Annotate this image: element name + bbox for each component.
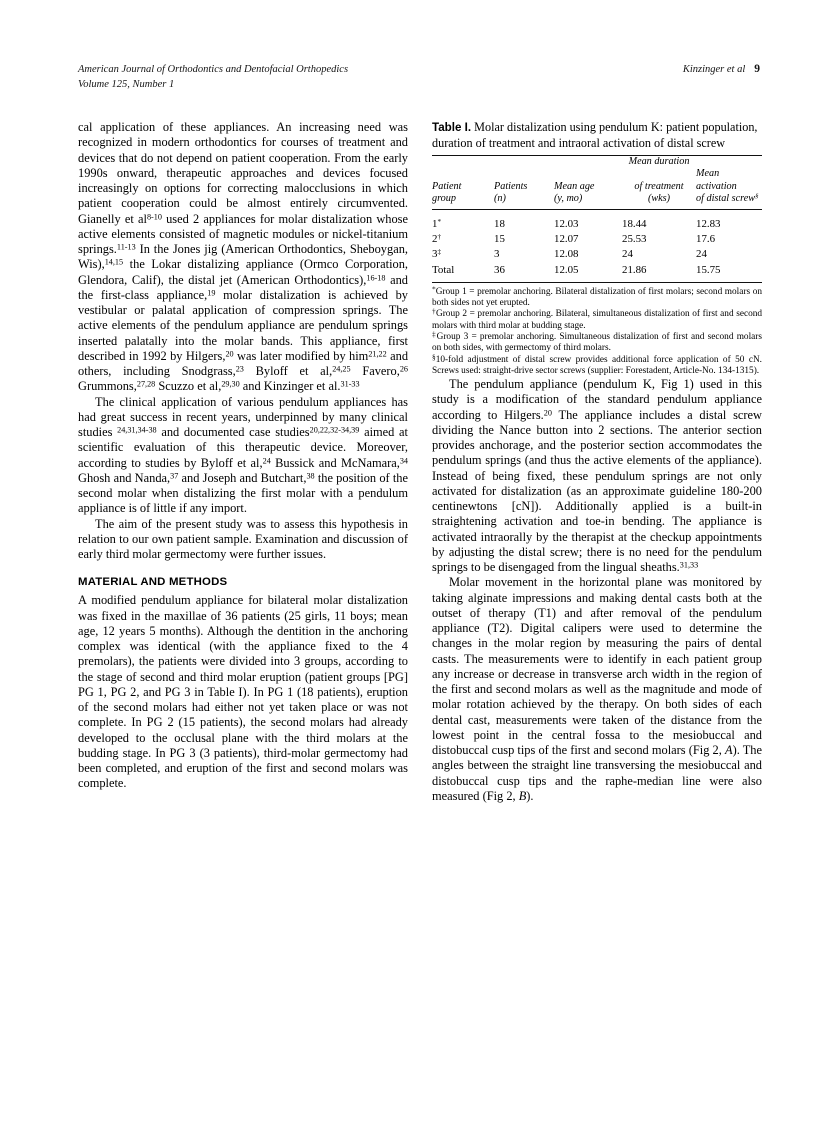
- citation-ref: 16-18: [366, 273, 386, 283]
- cell-patients-n: 36: [494, 263, 505, 276]
- table-bottom-rule: [432, 282, 762, 283]
- table-row: [432, 232, 762, 247]
- right-column: [432, 120, 762, 804]
- footnote-marker: ‡: [432, 329, 437, 339]
- section-heading-material-and-methods: MATERIAL AND METHODS: [78, 576, 228, 589]
- citation-ref: 19: [207, 288, 216, 298]
- table-1-grid: [432, 156, 762, 278]
- citation-ref: 8-10: [146, 212, 162, 222]
- col-header-patients-n: Patients (n): [494, 180, 528, 204]
- table-caption-text: Molar distalization using pendulum K: patient population, duration of treatment and intraoral activation of distal screw: [432, 120, 758, 150]
- cell-mean-age: 12.03: [554, 218, 579, 230]
- cell-mean-duration: 21.86: [622, 263, 647, 276]
- left-column: [78, 120, 408, 792]
- footnote-item: *Group 1 = premolar anchoring. Bilateral distalization of first molars; second molars on both sides not yet erupted.: [432, 284, 762, 309]
- citation-ref: 31,33: [679, 560, 699, 570]
- cell-patients-n: 18: [494, 218, 505, 230]
- table-group-header-row: [432, 156, 762, 168]
- footnote-item: †Group 2 = premolar anchoring. Bilateral, simultaneous distalization of first and second molars with third molar at budding stage.: [432, 307, 763, 331]
- cell-patient-group: 1*: [432, 217, 442, 230]
- cell-mean-age: 12.07: [554, 233, 579, 246]
- cell-mean-activation: 12.83: [696, 218, 721, 230]
- citation-ref: 14,15: [104, 257, 124, 267]
- col-header-mean-age: Mean age (y, mo): [554, 180, 595, 204]
- paragraph-patient-sample: A modified pendulum appliance for bilateral molar distalization was fixed in the maxillae of 36 patients (25 girls, 11 boys; mean age, 12 years 5 months). Although the dentition in the anchoring complex was identical (with the appliance fixed to the 4 premolars), the patients were divided into 3 groups, according to the stage of second and third molar eruption (patient groups [PG] PG 1, PG 2, and PG 3 in Table I). In PG 1 (18 patients), eruption of the second molars had either not yet taken place or was not complete. In PG 2 (15 patients), the second molars had already developed to the occlusal plane with the third molars at the budding stage. In PG 3 (3 patients), third-molar germectomy had been completed, and eruption of the first and second molars was complete.: [78, 593, 408, 791]
- citation-ref: 21,22: [368, 349, 387, 359]
- footnote-item: §10-fold adjustment of distal screw provides additional force application of 50 cN. Screws used: straight-drive sector screws (supplier: Forestadent, Article-No. 134-1315).: [432, 352, 762, 376]
- table-column-header-row: [432, 168, 762, 209]
- volume-issue: Volume 125, Number 1: [78, 78, 175, 90]
- citation-ref: 20: [543, 408, 552, 418]
- spacer-cell: [432, 156, 494, 168]
- column-group-mean-duration: Mean duration: [628, 156, 690, 168]
- spacer-cell: [494, 156, 554, 168]
- footnote-marker: †: [437, 233, 442, 242]
- footnote-marker: §: [432, 352, 436, 362]
- cell-mean-duration: 25.53: [622, 233, 647, 246]
- paragraph-molar-movement: Molar movement in the horizontal plane was monitored by taking alginate impressions and making dental casts both at the outset of therapy (T1) and after removal of the pendulum appliance (T2). Digital calipers were used to determine the changes in the molar region by measuring the pairs of dental casts. The measurements were to identify in each patient group any increase or decrease in transverse arch width in the region of the first and second molars as well as the magnitude and mode of molar rotation achieved by the therapy. On both sides of each dental cast, measurements were taken of the distance from the lowest point in the central fossa to the mesiobuccal and distobuccal cusp tips of the first and second molars (Fig 2, A). The angles between the straight line transversing the mesiobuccal and distobuccal cusp tips and the raphe-median line were also measured (Fig 2, B).: [432, 575, 762, 803]
- spacer-cell: [696, 156, 762, 168]
- cell-mean-duration: 24: [622, 248, 633, 261]
- table-body: [432, 210, 762, 278]
- table-row: [432, 247, 762, 262]
- citation-ref: 26: [399, 364, 409, 374]
- cell-patient-group: Total: [432, 263, 455, 276]
- cell-patient-group: 3‡: [432, 248, 442, 261]
- footnote-marker: ‡: [437, 248, 442, 257]
- citation-ref: 34: [399, 456, 409, 466]
- paragraph-continued: cal application of these appliances. An increasing need was recognized in modern orthodontics for courses of treatment and devices that do not depend on patient cooperation. From the early 1990s onward, therapeutic approaches and devices focused increasingly on options for correcting malocclusions in which patient cooperation could be almost entirely circumvented. Gianelly et $al^{8-10}$ used 2 appliances for molar distalization whose active elements consisted of magnetic modules or nickel-titanium springs.$^{11-13}$ In the Jones jig (American Orthodontics, Sheboygan, Wis),$^{14,15}$ the Lokar distalizing appliance (Ormco Corporation, Glendora, Calif), the distal jet (American Orthodontics),$^{16-18}$ and the first-class appliance,$^{19}$ molar distalization is achieved by vestibular or palatal application of compression springs. The active elements of the pendulum appliance are pendulum springs inserted palatally into the molar bands. This appliance, first described in 1992 by Hilgers,$^{20}$ was later modified by him$^{21,22}$ and others, including Snodgrass,$^{23}$ Byloff et al,$^{24,25}$ Favero,$^{26}$ Grummons,$^{27,28}$ Scuzzo et al,$^{29,30}$ and Kinzinger et al.$^{31-33}$: [78, 120, 409, 394]
- citation-ref: 37: [170, 471, 179, 481]
- article-body: [78, 120, 762, 1080]
- paragraph-clinical-application: The clinical application of various pendulum appliances has had great success in recent years, underpinned by many clinical studies $^{24,31,34-38}$ and documented case studies$^{20,22,32-34,39}$ aimed at scientific evaluation of this therapeutic device. Moreover, according to studies by Byloff et al,$^{24}$ Bussick and McNamara,$^{34}$ Ghosh and Nanda,$^{37}$ and Joseph and Butchart,$^{38}$ the position of the second molar when distalizing the first molar with a pendulum appliance is of little if any import.: [78, 394, 409, 516]
- citation-ref: 27,28: [136, 379, 156, 389]
- table-footnotes: [432, 284, 763, 377]
- citation-ref: 38: [306, 471, 315, 481]
- footnote-marker: *: [437, 217, 442, 226]
- citation-ref: 24,25: [332, 364, 351, 374]
- paragraph-aim: The aim of the present study was to assess this hypothesis in relation to our own patient sample. Examination and discussion of early third molar germectomy were further issues.: [78, 516, 408, 561]
- spacer-cell: [554, 156, 622, 168]
- figure-panel-ref-b: B: [518, 788, 527, 803]
- table-label: Table I.: [432, 121, 472, 134]
- cell-patient-group: 2†: [432, 233, 442, 246]
- page-number: 9: [754, 63, 760, 75]
- journal-title: American Journal of Orthodontics and Dentofacial Orthopedics: [78, 64, 349, 75]
- figure-panel-ref-a: A: [725, 743, 733, 758]
- table-header: [432, 156, 762, 209]
- cell-mean-duration: 18.44: [622, 218, 647, 230]
- citation-ref: 20,22,32-34,39: [309, 425, 360, 435]
- cell-mean-activation: 15.75: [696, 263, 721, 276]
- footnote-marker: †: [432, 307, 436, 317]
- col-header-mean-activation-of-distal-screw: Mean activation of distal screw§: [696, 168, 759, 204]
- footnote-item: ‡Group 3 = premolar anchoring. Simultaneous distalization of first and second molars on both sides, with germectomy of third molars.: [432, 329, 762, 354]
- citation-ref: 23: [235, 364, 244, 374]
- table-1: [432, 120, 762, 377]
- table-row-total: [432, 263, 762, 278]
- citation-ref: 24: [262, 456, 271, 466]
- footnote-marker: §: [755, 192, 759, 200]
- cell-patients-n: 3: [494, 248, 500, 261]
- citation-ref: 20: [225, 349, 234, 359]
- footnote-marker: *: [432, 284, 436, 294]
- citation-ref: 24,31,34-38: [117, 425, 157, 435]
- table-caption: [432, 120, 762, 150]
- col-header-mean-duration-of-treatment: of treatment (wks): [634, 180, 684, 204]
- cell-mean-age: 12.05: [554, 263, 579, 276]
- cell-mean-activation: 17.6: [696, 233, 716, 246]
- col-header-patient-group: Patient group: [432, 180, 462, 204]
- table-row: [432, 217, 762, 232]
- cell-mean-activation: 24: [696, 248, 707, 261]
- citation-ref: 11-13: [116, 242, 136, 252]
- cell-mean-age: 12.08: [554, 248, 579, 261]
- running-authors: Kinzinger et al: [682, 64, 746, 75]
- citation-ref: 29,30: [221, 379, 240, 389]
- running-head: [78, 62, 760, 92]
- citation-ref: 31-33: [340, 379, 360, 389]
- paragraph-pendulum-appliance: The pendulum appliance (pendulum K, Fig 1) used in this study is a modification of the standard pendulum appliance according to Hilgers.$^{20}$ The appliance includes a distal screw dividing the Nance button into 2 sections. The anterior section provides anchorage, and the posterior section accommodates the pendulum springs (and thus the active elements of the appliance). Instead of being fixed, these pendulum springs are not only activated for distalization (as an approximate guideline 180-200 centinewtons [cN]). Additionally applied is a built-in straightening activation and toe-in bending. The appliance is activated intraorally by the therapist at the checkup appointments by adjusting the distal screw; there is no need for the pendulum springs to be disengaged from the lingual sheaths.$^{31,33}$: [432, 377, 762, 575]
- cell-patients-n: 15: [494, 233, 505, 246]
- table-mid-rule: [432, 210, 762, 218]
